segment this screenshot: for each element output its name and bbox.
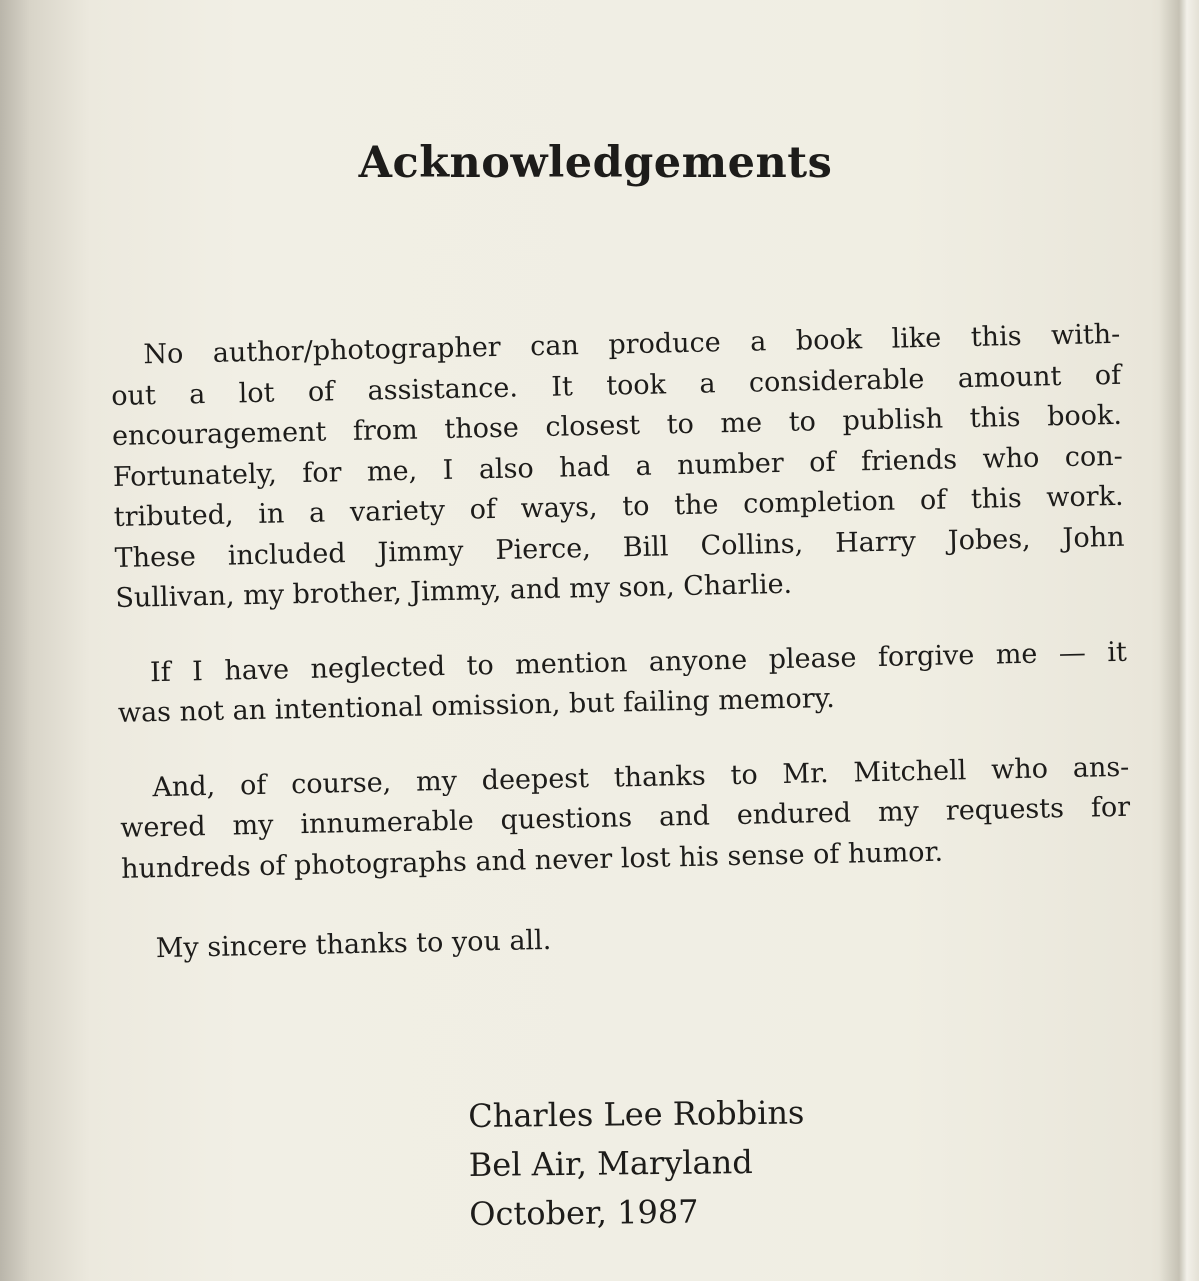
signature-place: Bel Air, Maryland [468, 1143, 753, 1184]
signature-date: October, 1987 [469, 1192, 699, 1233]
text-line: These included Jimmy Pierce, Bill Collins, Harry Jobes, John [114, 521, 1125, 574]
text-line: If I have neglected to mention anyone please forgive me — it [149, 636, 1128, 688]
signature-block [468, 1088, 806, 1239]
text-line: out a lot of assistance. It took a considerable amount of [110, 359, 1122, 412]
page-title: Acknowledgements [358, 138, 833, 188]
text-line: And, of course, my deepest thanks to Mr. Mitchell who ans- [152, 751, 1130, 803]
text-line: tributed, in a variety of ways, to the completion of this work. [113, 480, 1124, 533]
text-line: Fortunately, for me, I also had a number of friends who con- [112, 440, 1124, 493]
text-line: wered my innumerable questions and endured my requests for [119, 791, 1131, 844]
paragraph-3 [119, 747, 1131, 890]
text-line: encouragement from those closest to me to publish this book. [111, 399, 1123, 452]
signature-name: Charles Lee Robbins [468, 1093, 805, 1135]
text-line: No author/photographer can produce a book like this with- [143, 318, 1121, 371]
acknowledgements-body [110, 315, 1133, 971]
text-line: My sincere thanks to you all. [155, 924, 552, 965]
text-line: was not an intentional omission, but failing memory. [117, 682, 836, 729]
paragraph-1 [110, 315, 1126, 620]
text-line: hundreds of photographs and never lost his sense of humor. [120, 836, 944, 885]
text-line: Sullivan, my brother, Jimmy, and my son, Charlie. [115, 568, 793, 614]
